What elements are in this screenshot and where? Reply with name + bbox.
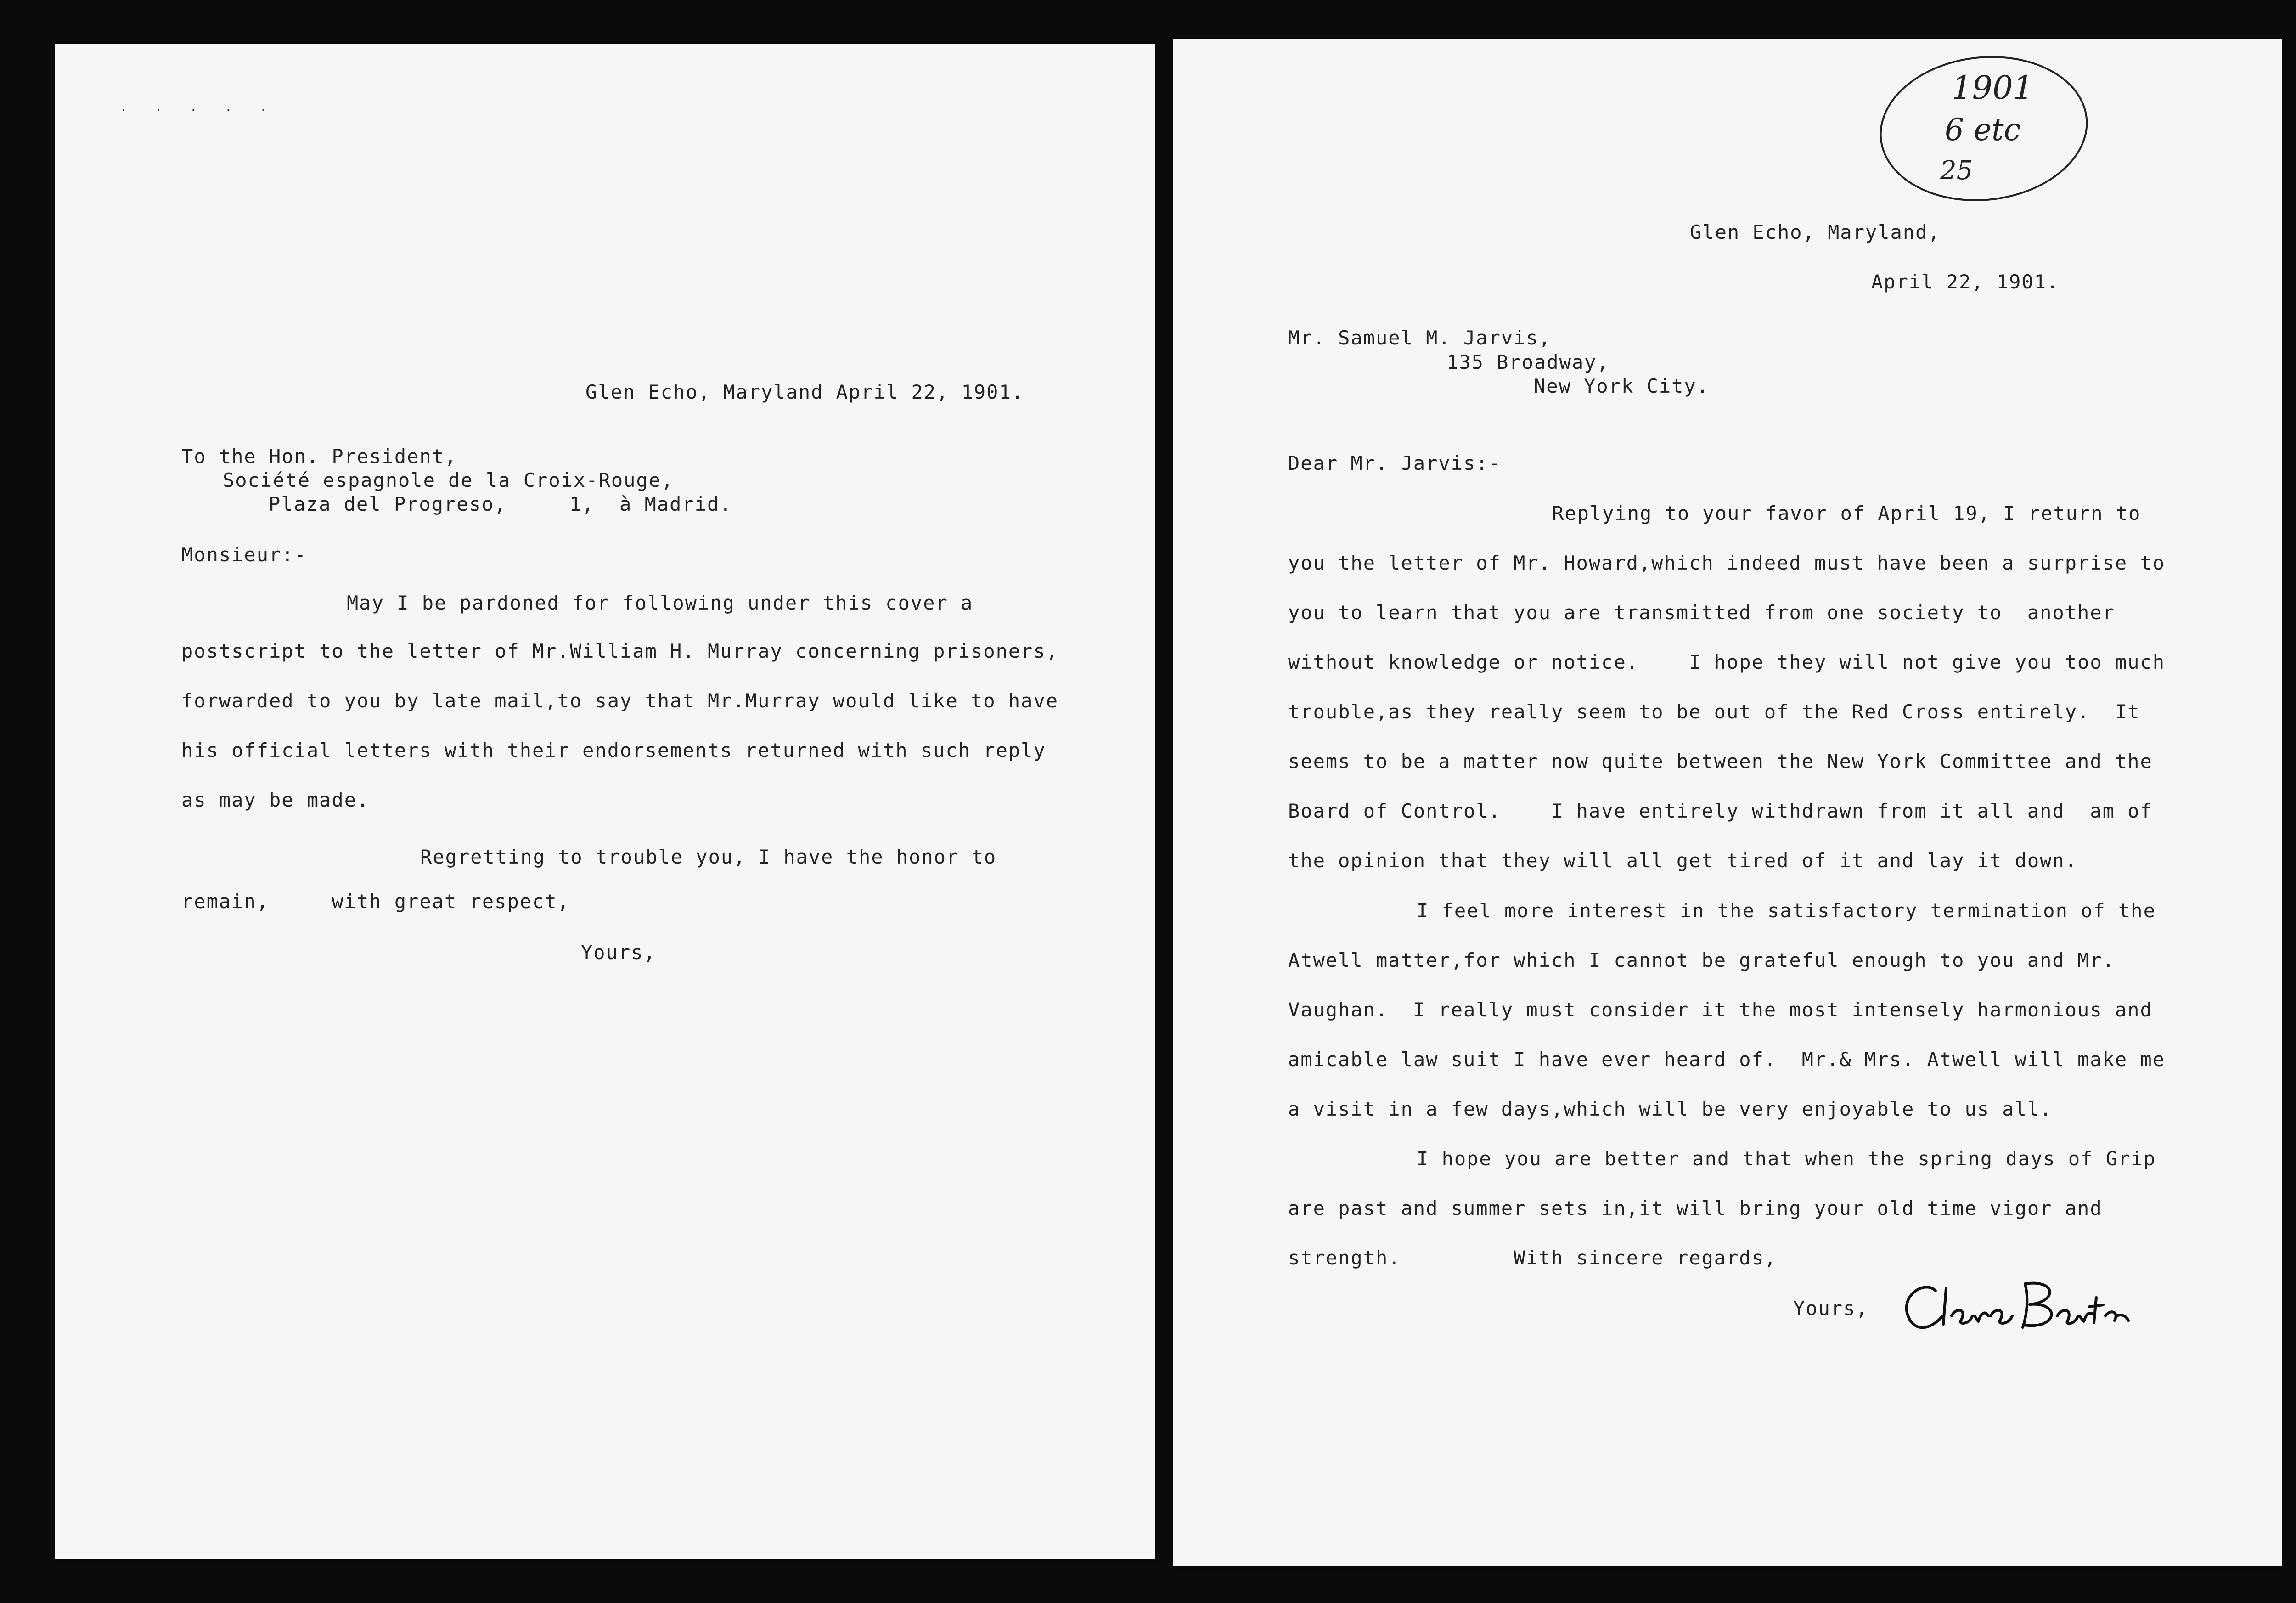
right-body-line: you the letter of Mr. Howard,which indeed must have been a surprise to [1288, 552, 2166, 574]
letter-page-left [55, 44, 1155, 1559]
letter-page-right [1173, 39, 2282, 1566]
left-body-line: Regretting to trouble you, I have the honor to [420, 846, 997, 868]
right-body-line: the opinion that they will all get tired of it and lay it down. [1288, 849, 2078, 872]
archival-note [1876, 53, 2092, 204]
archival-note-year: 1901 [1952, 69, 2034, 107]
right-salutation: Dear Mr. Jarvis:- [1288, 452, 1501, 474]
left-body-line: May I be pardoned for following under this cover a [347, 592, 974, 614]
left-addressee-line: Plaza del Progreso, 1, à Madrid. [269, 493, 732, 515]
left-salutation: Monsieur:- [181, 543, 307, 566]
left-addressee-line: To the Hon. President, [181, 445, 457, 468]
right-closing: Yours, [1793, 1297, 1868, 1320]
right-body-line: I hope you are better and that when the spring days of Grip [1417, 1147, 2156, 1170]
right-body-line: strength. With sincere regards, [1288, 1247, 1777, 1269]
left-body-line: forwarded to you by late mail,to say that Mr.Murray would like to have [181, 689, 1059, 712]
right-date: April 22, 1901. [1871, 271, 2060, 293]
archival-note-mark: 6 etc [1945, 112, 2021, 147]
right-body-line: amicable law suit I have ever heard of. Mr.& Mrs. Atwell will make me [1288, 1048, 2166, 1071]
right-body-line: are past and summer sets in,it will bring your old time vigor and [1288, 1197, 2103, 1219]
right-body-line: without knowledge or notice. I hope they will not give you too much [1288, 651, 2166, 673]
left-body-line: postscript to the letter of Mr.William H. Murray concerning prisoners, [181, 640, 1059, 662]
right-addressee-line: New York City. [1534, 375, 1710, 397]
margin-specks: . . . . . [119, 99, 277, 115]
right-addressee-line: 135 Broadway, [1446, 351, 1609, 373]
right-addressee-line: Mr. Samuel M. Jarvis, [1288, 327, 1552, 349]
right-body-line: you to learn that you are transmitted from one society to another [1288, 601, 2115, 624]
archival-note-number: 25 [1940, 156, 1973, 186]
signature-image [1892, 1270, 2131, 1348]
left-closing: Yours, [581, 941, 656, 964]
right-body-line: Vaughan. I really must consider it the most intensely harmonious and [1288, 999, 2153, 1021]
left-body-line: his official letters with their endorsements returned with such reply [181, 739, 1046, 762]
right-body-line: I feel more interest in the satisfactory termination of the [1417, 899, 2156, 922]
right-body-line: Board of Control. I have entirely withdrawn from it all and am of [1288, 800, 2153, 822]
archival-note-oval [1876, 53, 2092, 204]
right-body-line: trouble,as they really seem to be out of the Red Cross entirely. It [1288, 700, 2140, 723]
signature [1892, 1270, 2131, 1348]
right-body-line: Replying to your favor of April 19, I return to [1552, 502, 2141, 525]
right-body-line: seems to be a matter now quite between the New York Committee and the [1288, 750, 2153, 773]
left-body-line: remain, with great respect, [181, 890, 570, 913]
left-addressee-line: Société espagnole de la Croix-Rouge, [223, 469, 674, 491]
right-place: Glen Echo, Maryland, [1690, 221, 1941, 243]
left-body-line: as may be made. [181, 789, 370, 811]
left-dateline: Glen Echo, Maryland April 22, 1901. [585, 381, 1024, 403]
right-body-line: Atwell matter,for which I cannot be grateful enough to you and Mr. [1288, 949, 2115, 971]
right-body-line: a visit in a few days,which will be very enjoyable to us all. [1288, 1098, 2053, 1120]
